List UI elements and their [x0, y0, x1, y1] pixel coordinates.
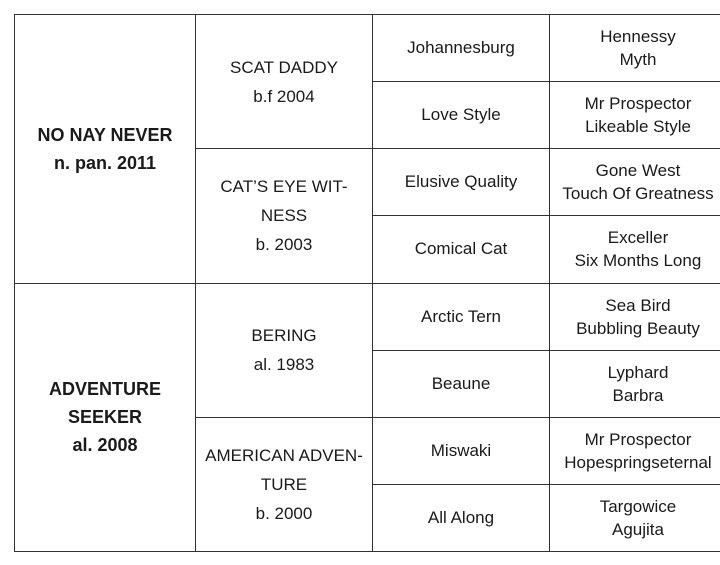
sire-cell — [15, 15, 196, 284]
ancestor-name: Johannesburg — [407, 38, 515, 58]
sire-dam-name-line2: NESS — [260, 206, 308, 226]
ancestor-name: Comical Cat — [414, 239, 508, 259]
ancestor-sire: Hennessy — [600, 27, 676, 47]
ancestor-pair-cell — [550, 149, 720, 216]
ancestor-name: Arctic Tern — [421, 306, 501, 326]
ancestor-dam: Barbra — [612, 385, 664, 405]
ancestor-sire: Sea Bird — [605, 295, 671, 315]
ancestor-cell — [373, 15, 550, 82]
ancestor-dam: Likeable Style — [585, 117, 691, 137]
ancestor-pair-cell — [550, 417, 720, 484]
ancestor-sire: Exceller — [607, 228, 669, 248]
dam-sire-cell — [196, 283, 373, 417]
sire-sire-detail: b.f 2004 — [253, 86, 315, 106]
ancestor-cell — [373, 149, 550, 216]
ancestor-cell — [373, 283, 550, 350]
ancestor-pair-cell — [550, 15, 720, 82]
ancestor-cell — [373, 82, 550, 149]
ancestor-cell — [373, 484, 550, 551]
ancestor-name: All Along — [427, 507, 495, 527]
ancestor-sire: Mr Prospector — [584, 94, 692, 114]
sire-name: NO NAY NEVER — [37, 124, 173, 145]
ancestor-pair-cell — [550, 283, 720, 350]
ancestor-dam: Hopespringseternal — [564, 452, 712, 472]
ancestor-name: Beaune — [431, 373, 491, 393]
dam-dam-cell — [196, 417, 373, 551]
dam-sire-detail: al. 1983 — [253, 355, 315, 375]
ancestor-cell — [373, 350, 550, 417]
ancestor-dam: Bubbling Beauty — [576, 318, 700, 338]
sire-dam-cell — [196, 149, 373, 283]
ancestor-pair-cell — [550, 82, 720, 149]
sire-detail: n. pan. 2011 — [53, 152, 157, 173]
ancestor-sire: Lyphard — [607, 362, 669, 382]
sire-dam-name-line1: CAT’S EYE WIT- — [220, 177, 348, 197]
sire-sire-cell — [196, 15, 373, 149]
table-row — [15, 283, 720, 350]
dam-detail: al. 2008 — [72, 435, 138, 456]
ancestor-name: Elusive Quality — [404, 172, 518, 192]
ancestor-dam: Agujita — [612, 519, 664, 539]
ancestor-sire: Gone West — [595, 161, 681, 181]
dam-dam-name-line2: TURE — [260, 474, 308, 494]
dam-name-line2: SEEKER — [67, 407, 143, 428]
ancestor-pair-cell — [550, 350, 720, 417]
dam-dam-detail: b. 2000 — [255, 503, 313, 523]
ancestor-pair-cell — [550, 484, 720, 551]
pedigree-table — [14, 14, 720, 552]
ancestor-name: Love Style — [421, 105, 501, 125]
ancestor-dam: Six Months Long — [574, 251, 702, 271]
dam-name-line1: ADVENTURE — [48, 379, 161, 400]
dam-sire-name: BERING — [251, 326, 317, 346]
ancestor-sire: Mr Prospector — [584, 429, 692, 449]
ancestor-dam: Touch Of Greatness — [562, 184, 714, 204]
ancestor-cell — [373, 417, 550, 484]
pedigree-chart — [14, 14, 714, 552]
dam-cell — [15, 283, 196, 552]
ancestor-pair-cell — [550, 216, 720, 283]
dam-dam-name-line1: AMERICAN ADVEN- — [205, 445, 363, 465]
sire-sire-name: SCAT DADDY — [229, 57, 338, 77]
ancestor-cell — [373, 216, 550, 283]
table-row — [15, 15, 720, 82]
ancestor-dam: Myth — [619, 50, 657, 70]
ancestor-name: Miswaki — [430, 440, 492, 460]
ancestor-sire: Targowice — [599, 496, 677, 516]
sire-dam-detail: b. 2003 — [255, 235, 313, 255]
